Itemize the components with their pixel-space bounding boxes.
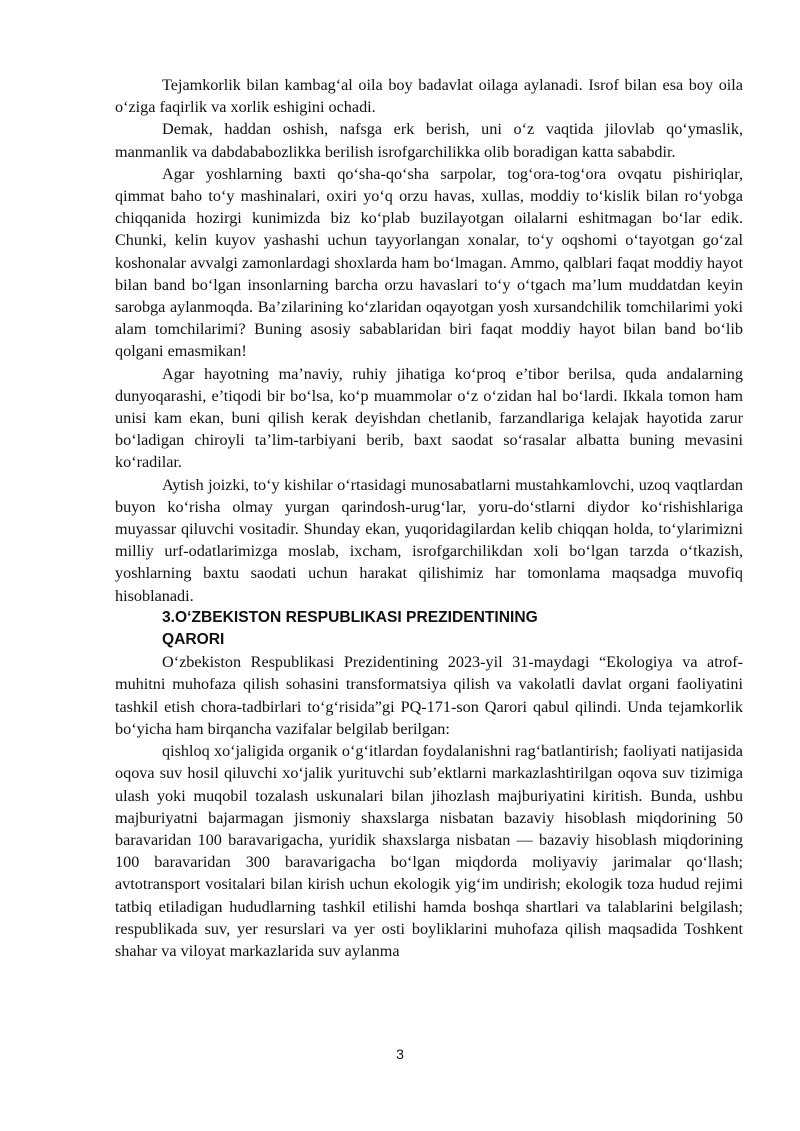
section-heading-line2: QARORI — [162, 631, 225, 649]
section-heading — [115, 607, 743, 651]
paragraph-spiritual-life: Agar hayotning ma’naviy, ruhiy jihatiga ko‘proq e’tibor berilsa, quda andalarning dunyoqarashi, e’tiqodi bir bo‘lsa, ko‘p muammolar o‘z o‘zidan hal bo‘lardi. Ikkala tomon ham unisi kam ekan, buni qilish kerak deyishdan chetlanib, farzandlariga kelajak hayotida zarur bo‘ladigan chiroyli ta’lim-tarbiyani berib, baxt saodat so‘rasalar albatta buning mevasini ko‘radilar. — [115, 364, 743, 472]
page-body — [115, 74, 743, 962]
section-heading-line1: 3.O‘ZBEKISTON RESPUBLIKASI PREZIDENTINING — [162, 608, 538, 626]
paragraph-youth-happiness: Agar yoshlarning baxti qo‘sha-qo‘sha sarpolar, tog‘ora-tog‘ora ovqatu pishiriqlar, qimmat baho to‘y mashinalari, oxiri yo‘q orzu havas, xullas, moddiy to‘kislik bilan ro‘yobga chiqqanida hozirgi kunimizda biz ko‘plab buzilayotgan oilalarni eshitmagan bo‘lar edik. Chunki, kelin kuyov yashashi uchun tayyorlangan xonalar, to‘y oqshomi o‘tayotgan go‘zal koshonalar avvalgi zamonlardagi shoxlarda ham bo‘lmagan. Ammo, qalblari faqat moddiy hayot bilan band bo‘lgan insonlarning barcha orzu havaslari to‘y o‘tgach ma’lum muddatdan keyin sarobga aylanmoqda. Ba’zilarining ko‘zlaridan oqayotgan yosh xursandchilik tomchilarimi yoki alam tomchilarimi? Buning asosiy sabablaridan biri faqat moddiy hayot bilan band bo‘lib qolgani emasmikan! — [115, 164, 743, 361]
paragraph-excess-cause: Demak, haddan oshish, nafsga erk berish, uni o‘z vaqtida jilovlab qo‘ymaslik, manmanlik va dabdababozlikka berilish isrofgarchilikka olib boradigan katta sababdir. — [115, 120, 743, 161]
paragraph-wedding-relations: Aytish joizki, to‘y kishilar o‘rtasidagi munosabatlarni mustahkamlovchi, uzoq vaqtlardan buyon ko‘risha olmay yurgan qarindosh-urug‘lar, yoru-do‘stlarni diydor ko‘rishishlariga muyassar qiluvchi vositadir. Shunday ekan, yuqoridagilardan kelib chiqqan holda, to‘ylarimizni milliy urf-odatlarimizga moslab, ixcham, isrofgarchilikdan xoli bo‘lgan tarzda o‘tkazish, yoshlarning baxtu saodati uchun harakat qilishimiz har tomonlama maqsadga muvofiq hisoblanadi. — [115, 475, 743, 605]
paragraph-thrift-intro: Tejamkorlik bilan kambag‘al oila boy badavlat oilaga aylanadi. Isrof bilan esa boy oila o‘ziga faqirlik va xorlik eshigini ochadi. — [115, 76, 743, 117]
page-number: 3 — [396, 1046, 404, 1062]
paragraph-decree-tasks: qishloq xo‘jaligida organik o‘g‘itlardan foydalanishni rag‘batlantirish; faoliyati natijasida oqova suv hosil qiluvchi xo‘jalik yurituvchi sub’ektlarni markazlashtirilgan oqova suv tizimiga ulash yoki muqobil tozalash uskunalari bilan jihozlash majburiyatini kiritish. Bunda, ushbu majburiyatni bajarmagan jismoniy shaxslarga nisbatan bazaviy hisoblash miqdorining 50 baravaridan 100 baravarigacha, yuridik shaxslarga nisbatan — bazaviy hisoblash miqdorining 100 baravaridan 300 baravarigacha bo‘lgan miqdorda moliyaviy jarimalar qo‘llash; avtotransport vositalari bilan kirish uchun ekologik yig‘im undirish; ekologik toza hudud rejimi tatbiq etiladigan hududlarning tashkil etilishi hamda boshqa shartlari va talablarini belgilash; respublikada suv, yer resurslari va yer osti boyliklarini muhofaza qilish maqsadida Toshkent shahar va viloyat markazlarida suv aylanma — [115, 742, 743, 960]
paragraph-presidential-decree: O‘zbekiston Respublikasi Prezidentining 2023-yil 31-maydagi “Ekologiya va atrof-muhitni muhofaza qilish sohasini transformatsiya qilish va vakolatli davlat organi faoliyatini tashkil etish chora-tadbirlari to‘g‘risida”gi PQ-171-son Qarori qabul qilindi. Unda tejamkorlik bo‘yicha ham birqancha vazifalar belgilab berilgan: — [115, 653, 743, 738]
